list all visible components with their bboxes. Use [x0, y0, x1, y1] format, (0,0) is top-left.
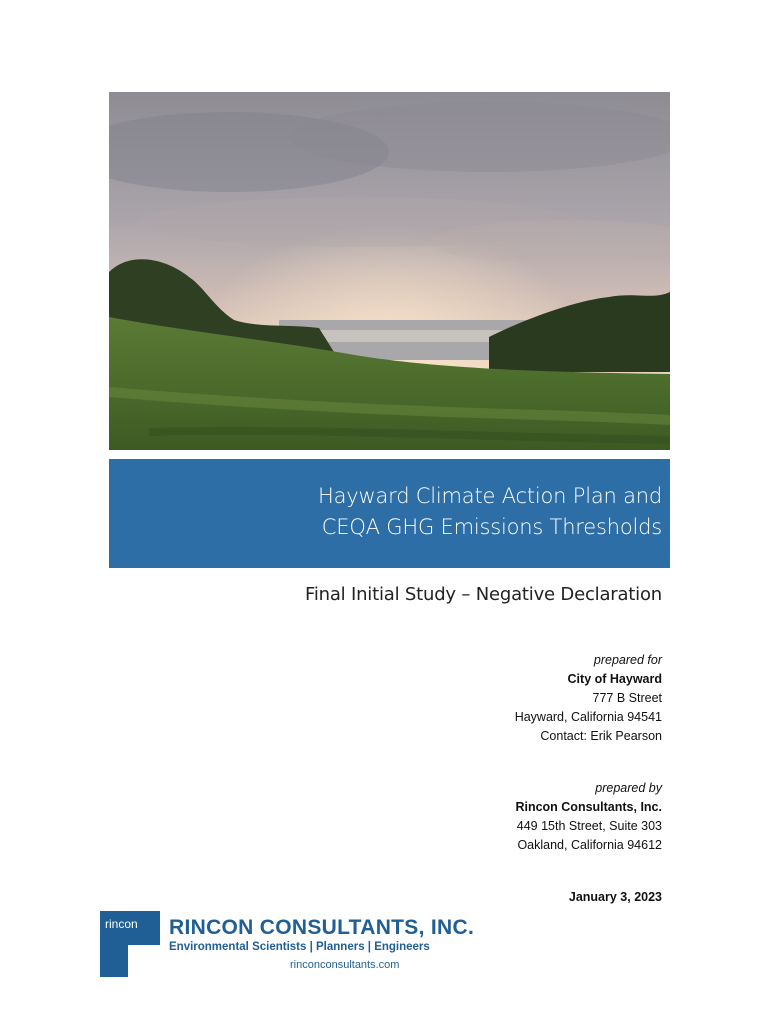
- prepared-by-block: [515, 779, 662, 855]
- cover-photo: [109, 92, 670, 450]
- logo-website: rinconconsultants.com: [290, 959, 400, 971]
- prepared-by-address-2: Oakland, California 94612: [517, 838, 662, 852]
- document-date: January 3, 2023: [568, 890, 662, 904]
- logo-mark-text: rincon: [105, 917, 138, 931]
- prepared-for-label: prepared for: [593, 653, 662, 667]
- prepared-by-name: Rincon Consultants, Inc.: [515, 800, 662, 814]
- document-title-line-1: Hayward Climate Action Plan and: [318, 484, 662, 508]
- logo-tagline: Environmental Scientists | Planners | Engineers: [169, 941, 430, 953]
- prepared-for-contact: Contact: Erik Pearson: [540, 729, 662, 743]
- prepared-for-name: City of Hayward: [567, 672, 662, 686]
- prepared-by-address-1: 449 15th Street, Suite 303: [516, 819, 662, 833]
- document-subtitle: Final Initial Study – Negative Declaration: [304, 584, 662, 605]
- prepared-for-address-1: 777 B Street: [592, 691, 662, 705]
- prepared-by-label: prepared by: [595, 781, 662, 795]
- title-banner: [109, 459, 670, 568]
- prepared-for-block: [515, 651, 662, 746]
- prepared-for-address-2: Hayward, California 94541: [514, 710, 662, 724]
- document-title-line-2: CEQA GHG Emissions Thresholds: [321, 515, 662, 539]
- rincon-logo-mark-icon: [100, 911, 160, 977]
- logo-company-name: RINCON CONSULTANTS, INC.: [169, 916, 475, 939]
- rincon-logo: [100, 911, 475, 981]
